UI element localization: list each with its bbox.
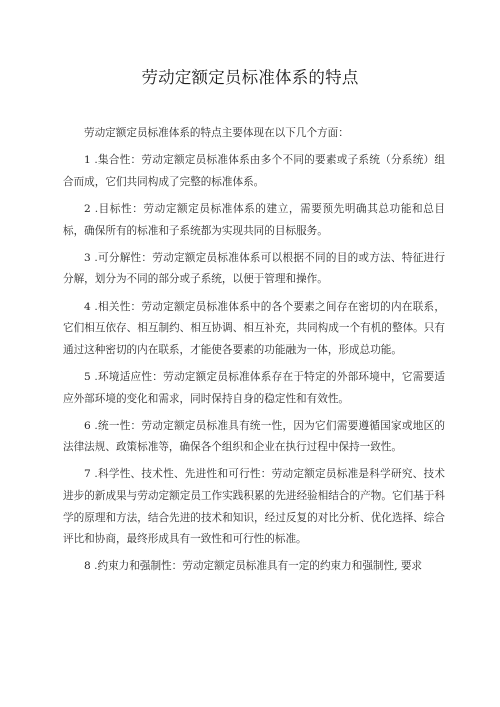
- paragraph-item-8: 8 .约束力和强制性：劳动定额定员标准具有一定的约束力和强制性, 要求: [84, 560, 423, 573]
- paragraph-item-5: 5 .环境适应性：劳动定额定员标准体系存在于特定的外部环境中，它需要适应外部环境的变化和需求，同时保持自身的稳定性和有效性。: [63, 370, 445, 405]
- paragraph-item-1: 1 .集合性：劳动定额定员标准体系由多个不同的要素或子系统（分系统）组合而成，它们共同构成了完整的标准体系。: [63, 154, 445, 188]
- paragraph-item-3: 3 .可分解性：劳动定额定员标准体系可以根据不同的目的或方法、特征进行分解，划分为不同的部分或子系统，以便于管理和操作。: [63, 251, 445, 286]
- paragraph-item-6: 6 .统一性：劳动定额定员标准具有统一性，因为它们需要遵循国家或地区的法律法规、政策标准等，确保各个组织和企业在执行过程中保持一致性。: [63, 419, 445, 454]
- document-title: 劳动定额定员标准体系的特点: [141, 68, 359, 87]
- paragraph-item-7: 7 .科学性、技术性、先进性和可行性：劳动定额定员标准是科学研究、技术进步的新成果与劳动定额定员工作实践积累的先进经验相结合的产物。它们基于科学的原理和方法，结合先进的技术和知识，经过反复的对比分析、优化选择、综合评比和协商，最终形成具有一致性和可行性的标准。: [63, 468, 445, 546]
- paragraph-item-4: 4 .相关性：劳动定额定员标准体系中的各个要素之间存在密切的内在联系，它们相互依存、相互制约、相互协调、相互补充，共同构成一个有机的整体。只有通过这种密切的内在联系，才能使各要素的功能融为一体，形成总功能。: [63, 300, 445, 356]
- document-body: [63, 123, 445, 584]
- paragraph-intro: 劳动定额定员标准体系的特点主要体现在以下几个方面：: [84, 127, 349, 139]
- paragraph-item-2: 2 .目标性：劳动定额定员标准体系的建立，需要预先明确其总功能和总目标，确保所有的标准和子系统都为实现共同的目标服务。: [63, 202, 445, 237]
